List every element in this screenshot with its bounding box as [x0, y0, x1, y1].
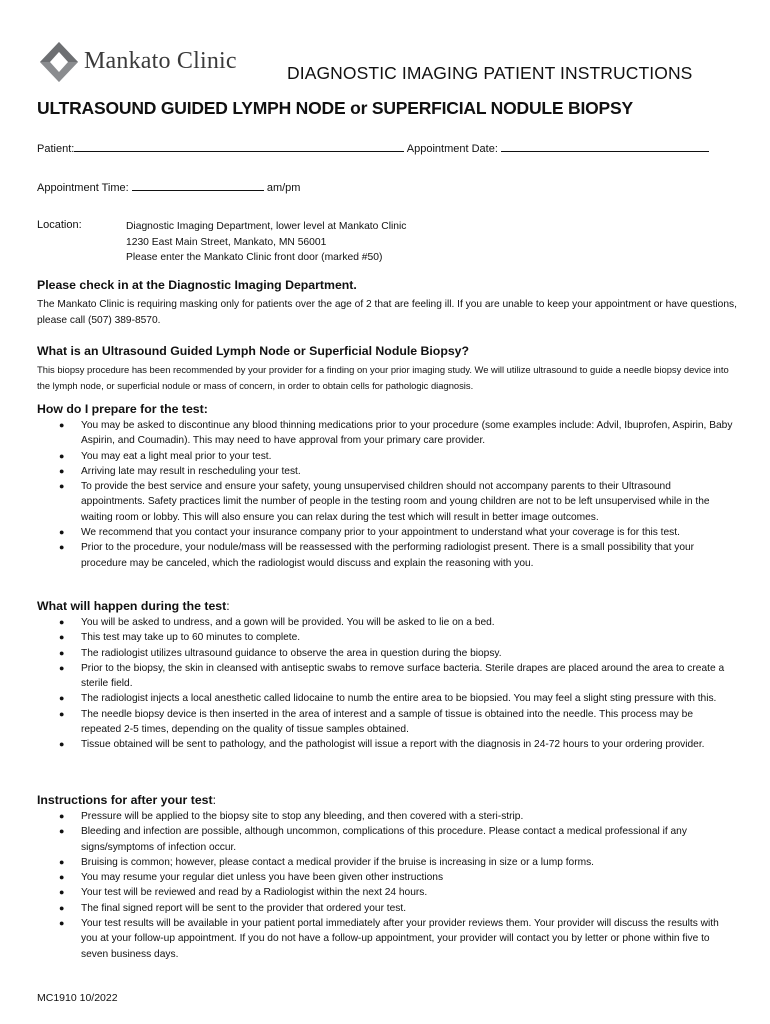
appointment-time-row — [37, 180, 300, 194]
list-item: ● The needle biopsy device is then inserted in the area of interest and a sample of tissue is obtained into the needle. This process may be repeated 2-5 times, depending on the quality of tissue samples obtained. — [59, 708, 693, 736]
list-item: ● You may eat a light meal prior to your test. — [59, 450, 272, 462]
logo-text: Mankato Clinic — [84, 48, 237, 74]
list-item: ● The radiologist injects a local anesthetic called lidocaine to numb the entire area to be biopsied. You may feel a slight sting pressure with this. — [59, 693, 717, 705]
list-item: ● You will be asked to undress, and a gown will be provided. You will be asked to lie on a bed. — [59, 617, 495, 628]
list-item: ● This test may take up to 60 minutes to complete. — [59, 632, 301, 644]
patient-field[interactable] — [74, 141, 404, 152]
list-item: ● You may be asked to discontinue any blood thinning medications prior to your procedure (some examples include: Advil, Ibuprofen, Aspirin, Baby Aspirin, and Coumadin). This may need to have approval from your primary care provider. — [59, 420, 733, 447]
after-list — [37, 809, 735, 962]
appointment-time-field[interactable] — [132, 180, 264, 191]
location-line: Diagnostic Imaging Department, lower level at Mankato Clinic — [126, 221, 407, 232]
location-label: Location: — [37, 219, 82, 231]
prepare-list — [37, 418, 735, 571]
list-item: ● Bleeding and infection are possible, although uncommon, complications of this procedure. Please contact a medical professional if any signs/symptoms of infection occur. — [59, 826, 687, 853]
list-item: ● Your test results will be available in your patient portal immediately after your provider reviews them. Your provider will discuss the results with you at your follow-up appointment. If you do not have a follow-up appointment, your provider will contact you by letter or phone within five to seven business days. — [59, 918, 719, 960]
list-item: ● Pressure will be applied to the biopsy site to stop any bleeding, and then covered with a steri-strip. — [59, 811, 524, 822]
patient-row — [37, 141, 709, 155]
list-item: ● To provide the best service and ensure your safety, young unsupervised children should not accompany parents to their Ultrasound appointments. Safety practices limit the number of people in the testing room and young children are not to be left unsupervised while in the waiting room or lobby. This will also ensure you can relax during the test which will result in better image outcomes. — [59, 481, 710, 523]
location-line: 1230 East Main Street, Mankato, MN 56001 — [126, 236, 327, 248]
list-item: ● Tissue obtained will be sent to pathology, and the pathologist will issue a report with the diagnosis in 24-72 hours to your ordering provider. — [59, 739, 705, 751]
appointment-date-field[interactable] — [501, 141, 709, 152]
time-suffix: am/pm — [266, 182, 301, 194]
what-is-text: This biopsy procedure has been recommended by your provider for a finding on your prior imaging study. We will utilize ultrasound to guide a needle biopsy device into the lymph node, or superficial nodule or mass of concern, in order to obtain cells for pathologic diagnosis. — [37, 364, 729, 391]
department-title: DIAGNOSTIC IMAGING PATIENT INSTRUCTIONS — [287, 63, 693, 83]
after-heading: Instructions for after your test: — [37, 793, 217, 807]
patient-label: Patient: — [37, 143, 75, 155]
list-item: ● You may resume your regular diet unless you have been given other instructions — [59, 872, 444, 884]
location-address — [126, 219, 406, 266]
location-line: Please enter the Mankato Clinic front door (marked #50) — [126, 252, 383, 263]
list-item: ● Prior to the procedure, your nodule/mass will be reassessed with the performing radiologist present. There is a small possibility that your procedure may be canceled, which the radiologist would discuss and explain the reasoning with you. — [59, 542, 695, 569]
form-code: MC1910 10/2022 — [37, 992, 118, 1004]
appointment-date-label: Appointment Date: — [406, 143, 498, 155]
list-item: ● Your test will be reviewed and read by a Radiologist within the next 24 hours. — [59, 887, 428, 899]
procedure-title: ULTRASOUND GUIDED LYMPH NODE or SUPERFICIAL NODULE BIOPSY — [37, 98, 633, 118]
during-heading: What will happen during the test: — [37, 599, 230, 613]
prepare-heading: How do I prepare for the test: — [37, 402, 208, 416]
mankato-clinic-logo — [38, 40, 248, 86]
what-is-heading: What is an Ultrasound Guided Lymph Node or Superficial Nodule Biopsy? — [37, 344, 470, 358]
list-item: ● Prior to the biopsy, the skin in cleansed with antiseptic swabs to remove surface bacteria. Sterile drapes are placed around the area to create a sterile field. — [59, 662, 725, 690]
list-item: ● The final signed report will be sent to the provider that ordered your test. — [59, 902, 407, 914]
list-item: ● Arriving late may result in rescheduling your test. — [59, 465, 301, 477]
appointment-time-label: Appointment Time: — [37, 182, 129, 194]
list-item: ● The radiologist utilizes ultrasound guidance to observe the area in question during the biopsy. — [59, 647, 502, 659]
checkin-text: The Mankato Clinic is requiring masking only for patients over the age of 2 that are feeling ill. If you are unable to keep your appointment or have questions, please call (507) 389-8570. — [37, 299, 737, 326]
list-item: ● We recommend that you contact your insurance company prior to your appointment to understand what your coverage is for this test. — [59, 527, 680, 539]
list-item: ● Bruising is common; however, please contact a medical provider if the bruise is increasing in size or a lump forms. — [59, 856, 594, 868]
checkin-heading: Please check in at the Diagnostic Imaging Department. — [37, 278, 357, 292]
during-list — [37, 615, 735, 753]
logo-diamond-icon — [38, 40, 80, 84]
